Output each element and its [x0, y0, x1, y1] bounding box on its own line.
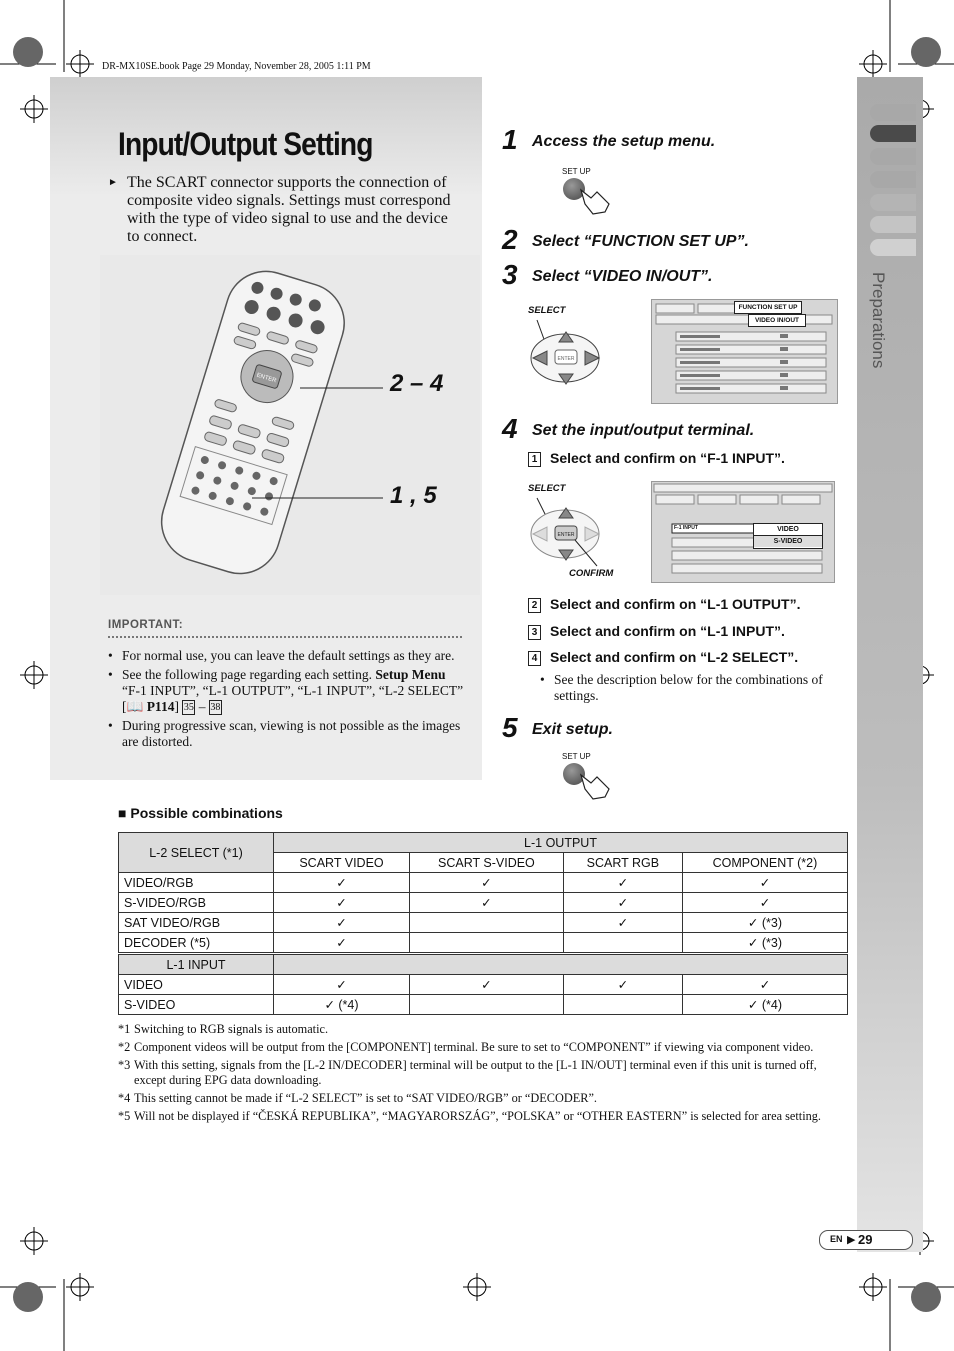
- step-4-number: 4: [502, 413, 518, 444]
- column-header: SCART RGB: [563, 853, 682, 873]
- page-title: Input/Output Setting: [118, 126, 373, 162]
- setup-button-label-2: SET UP: [562, 752, 591, 761]
- select-label: SELECT: [528, 305, 566, 316]
- step-2-number: 2: [502, 224, 518, 255]
- combinations-title: ■ Possible combinations: [118, 805, 283, 821]
- callout-steps-2-4: 2 – 4: [390, 370, 444, 397]
- sub-step-4: 4 Select and confirm on “L-2 SELECT”.: [528, 649, 798, 666]
- sub-step-1: 1 Select and confirm on “F-1 INPUT”.: [528, 450, 785, 467]
- step-1-number: 1: [502, 124, 518, 155]
- step-4-text: Set the input/output terminal.: [532, 422, 755, 439]
- intro-paragraph: [108, 174, 464, 246]
- column-header: SCART VIDEO: [274, 853, 410, 873]
- table-row: VIDEO/RGB ✓ ✓ ✓ ✓: [119, 873, 848, 893]
- bullet-arrow: ►: [108, 177, 118, 188]
- important-heading: IMPORTANT:: [108, 619, 184, 631]
- select-confirm-dpad-diagram: [525, 496, 615, 574]
- table-row: SAT VIDEO/RGB ✓ ✓ ✓ (*3): [119, 913, 848, 933]
- table-row: S-VIDEO/RGB ✓ ✓ ✓ ✓: [119, 893, 848, 913]
- section-label: Preparations: [869, 272, 888, 369]
- video-inout-highlight: VIDEO IN/OUT: [748, 314, 806, 327]
- step-5-number: 5: [502, 712, 518, 743]
- select-dpad-diagram: [525, 318, 615, 388]
- intro-text: The SCART connector supports the connection of composite video signals. Settings must correspond with the type of video signal to use and the device to connect.: [127, 174, 451, 245]
- enter-text: ENTER: [557, 356, 575, 362]
- section-tab: [870, 194, 916, 211]
- enter-text-2: ENTER: [557, 532, 575, 538]
- footnote: *2 Component videos will be output from the [COMPONENT] terminal. Be sure to set to “COMPONENT” if viewing via component video.: [118, 1040, 814, 1054]
- table-row: DECODER (*5) ✓ ✓ (*3): [119, 933, 848, 954]
- step-2-text: Select “FUNCTION SET UP”.: [532, 233, 749, 250]
- footnote: *4 This setting cannot be made if “L-2 SELECT” is set to “SAT VIDEO/RGB” or “DECODER”.: [118, 1091, 597, 1105]
- option-video: VIDEO: [754, 524, 822, 536]
- important-bullet: • See the following page regarding each setting. Setup Menu “F-1 INPUT”, “L-1 OUTPUT”, “L-1 INPUT”, “L-2 SELECT” [📖 P114] 35 – 38: [108, 667, 464, 715]
- important-bullet: • For normal use, you can leave the default settings as they are.: [108, 648, 464, 664]
- step-1-text: Access the setup menu.: [532, 133, 716, 150]
- section-tab: [870, 239, 916, 256]
- sub-step-note: • See the description below for the combinations of settings.: [540, 672, 823, 703]
- group-header-cell: L-1 OUTPUT: [274, 833, 848, 853]
- table-row: VIDEO ✓ ✓ ✓ ✓: [119, 975, 848, 995]
- square-bullet-icon: ■: [118, 805, 131, 821]
- book-icon: 📖: [126, 699, 147, 714]
- input-options-popup: [753, 523, 823, 549]
- section-tab: [870, 104, 916, 121]
- section-tab-active: [870, 125, 916, 142]
- hand-pointer-icon: [577, 184, 613, 216]
- important-bullets: [108, 648, 464, 753]
- hand-pointer-icon-2: [577, 769, 613, 801]
- function-setup-highlight: FUNCTION SET UP: [734, 301, 802, 314]
- section-tab: [870, 171, 916, 188]
- remote-control-illustration: [140, 262, 470, 592]
- confirm-label: CONFIRM: [569, 568, 614, 579]
- row-header-cell: L-2 SELECT (*1): [119, 833, 274, 873]
- language-code: EN: [830, 1234, 843, 1244]
- column-header: COMPONENT (*2): [682, 853, 847, 873]
- table-row: S-VIDEO ✓ (*4) ✓ (*4): [119, 995, 848, 1015]
- setup-button-label: SET UP: [562, 167, 591, 176]
- step-5-text: Exit setup.: [532, 721, 613, 738]
- step-3-number: 3: [502, 259, 518, 290]
- step-3-text: Select “VIDEO IN/OUT”.: [532, 268, 713, 285]
- sub-step-2: 2 Select and confirm on “L-1 OUTPUT”.: [528, 596, 800, 613]
- footnote: *1 Switching to RGB signals is automatic.: [118, 1022, 329, 1036]
- combinations-table: [118, 832, 848, 1015]
- callout-steps-1-5: 1 , 5: [390, 482, 437, 509]
- print-info: DR-MX10SE.book Page 29 Monday, November 28, 2005 1:11 PM: [102, 61, 371, 72]
- remote-enter-text: ENTER: [255, 372, 277, 385]
- page-number: 29: [858, 1232, 873, 1247]
- sub-step-3: 3 Select and confirm on “L-1 INPUT”.: [528, 623, 785, 640]
- f1-input-row-label: F-1 INPUT: [674, 525, 698, 531]
- page-number-badge: [819, 1230, 913, 1250]
- menu-screen-1: [651, 299, 838, 404]
- option-svideo: S-VIDEO: [754, 536, 822, 547]
- section-tab: [870, 148, 916, 165]
- section-tab: [870, 216, 916, 233]
- dotted-divider: [108, 636, 462, 638]
- footnote: *5 Will not be displayed if “ČESKÁ REPUBLIKA”, “MAGYARORSZÁG”, “POLSKA” or “OTHER EASTERN” is selected for area setting.: [118, 1109, 821, 1123]
- footnote: *3 With this setting, signals from the [L-2 IN/DECODER] terminal will be output to the [L-1 IN/OUT] terminal even if this unit is turned off, except during EPG data downloading.: [118, 1058, 817, 1087]
- section-header-row: L-1 INPUT: [119, 954, 848, 975]
- column-header: SCART S-VIDEO: [409, 853, 563, 873]
- footnotes: [118, 1022, 848, 1127]
- arrow-right-icon: ▶: [847, 1234, 856, 1246]
- important-bullet: • During progressive scan, viewing is not possible as the images are distorted.: [108, 718, 464, 750]
- select-label-2: SELECT: [528, 483, 566, 494]
